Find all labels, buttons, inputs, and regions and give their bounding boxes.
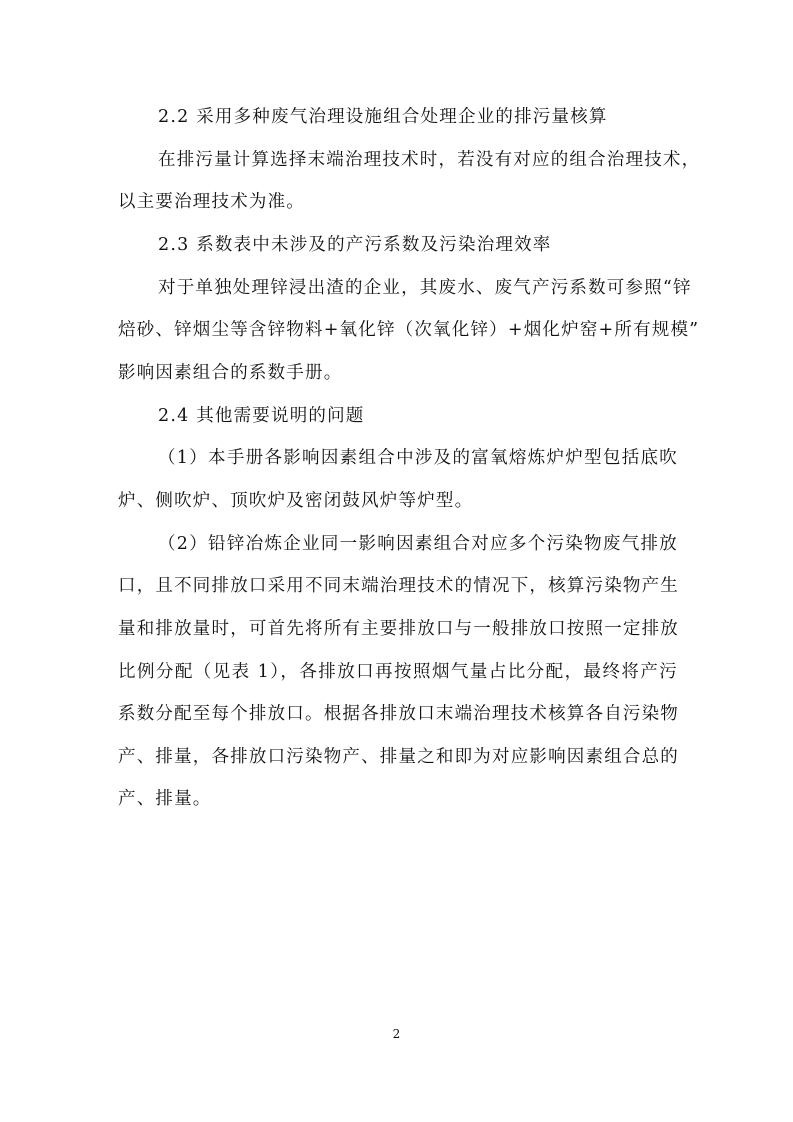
paragraph-line: 焙砂、锌烟尘等含锌物料+氧化锌（次氧化锌）+烟化炉窑+所有规模” [118, 320, 700, 340]
list-item-2-line: 系数分配至每个排放口。根据各排放口末端治理技术核算各自污染物 [118, 704, 679, 724]
section-heading-2-4: 2.4 其他需要说明的问题 [158, 406, 365, 426]
list-item-2-line: 口，且不同排放口采用不同末端治理技术的情况下，核算污染物产生 [118, 576, 679, 596]
list-item-2-line: （2）铅锌冶炼企业同一影响因素组合对应多个污染物废气排放 [158, 534, 678, 554]
list-item-1-line: （1）本手册各影响因素组合中涉及的富氧熔炼炉炉型包括底吹 [158, 448, 678, 468]
section-heading-2-2: 2.2 采用多种废气治理设施组合处理企业的排污量核算 [158, 107, 608, 127]
list-item-2-line: 产、排量。 [118, 789, 212, 809]
paragraph-line: 影响因素组合的系数手册。 [118, 363, 343, 383]
paragraph-line: 在排污量计算选择末端治理技术时，若没有对应的组合治理技术， [158, 150, 701, 170]
page-number: 2 [392, 1027, 401, 1041]
list-item-2-line: 产、排量，各排放口污染物产、排量之和即为对应影响因素组合总的 [118, 747, 679, 767]
list-item-1-line: 炉、侧吹炉、顶吹炉及密闭鼓风炉等炉型。 [118, 491, 474, 511]
list-item-2-line: 比例分配（见表 1），各排放口再按照烟气量占比分配，最终将产污 [118, 662, 678, 682]
section-heading-2-3: 2.3 系数表中未涉及的产污系数及污染治理效率 [158, 235, 552, 255]
list-item-2-line: 量和排放量时，可首先将所有主要排放口与一般排放口按照一定排放 [118, 619, 679, 639]
paragraph-line: 对于单独处理锌浸出渣的企业，其废水、废气产污系数可参照“锌 [158, 278, 692, 298]
paragraph-line: 以主要治理技术为准。 [118, 192, 305, 212]
